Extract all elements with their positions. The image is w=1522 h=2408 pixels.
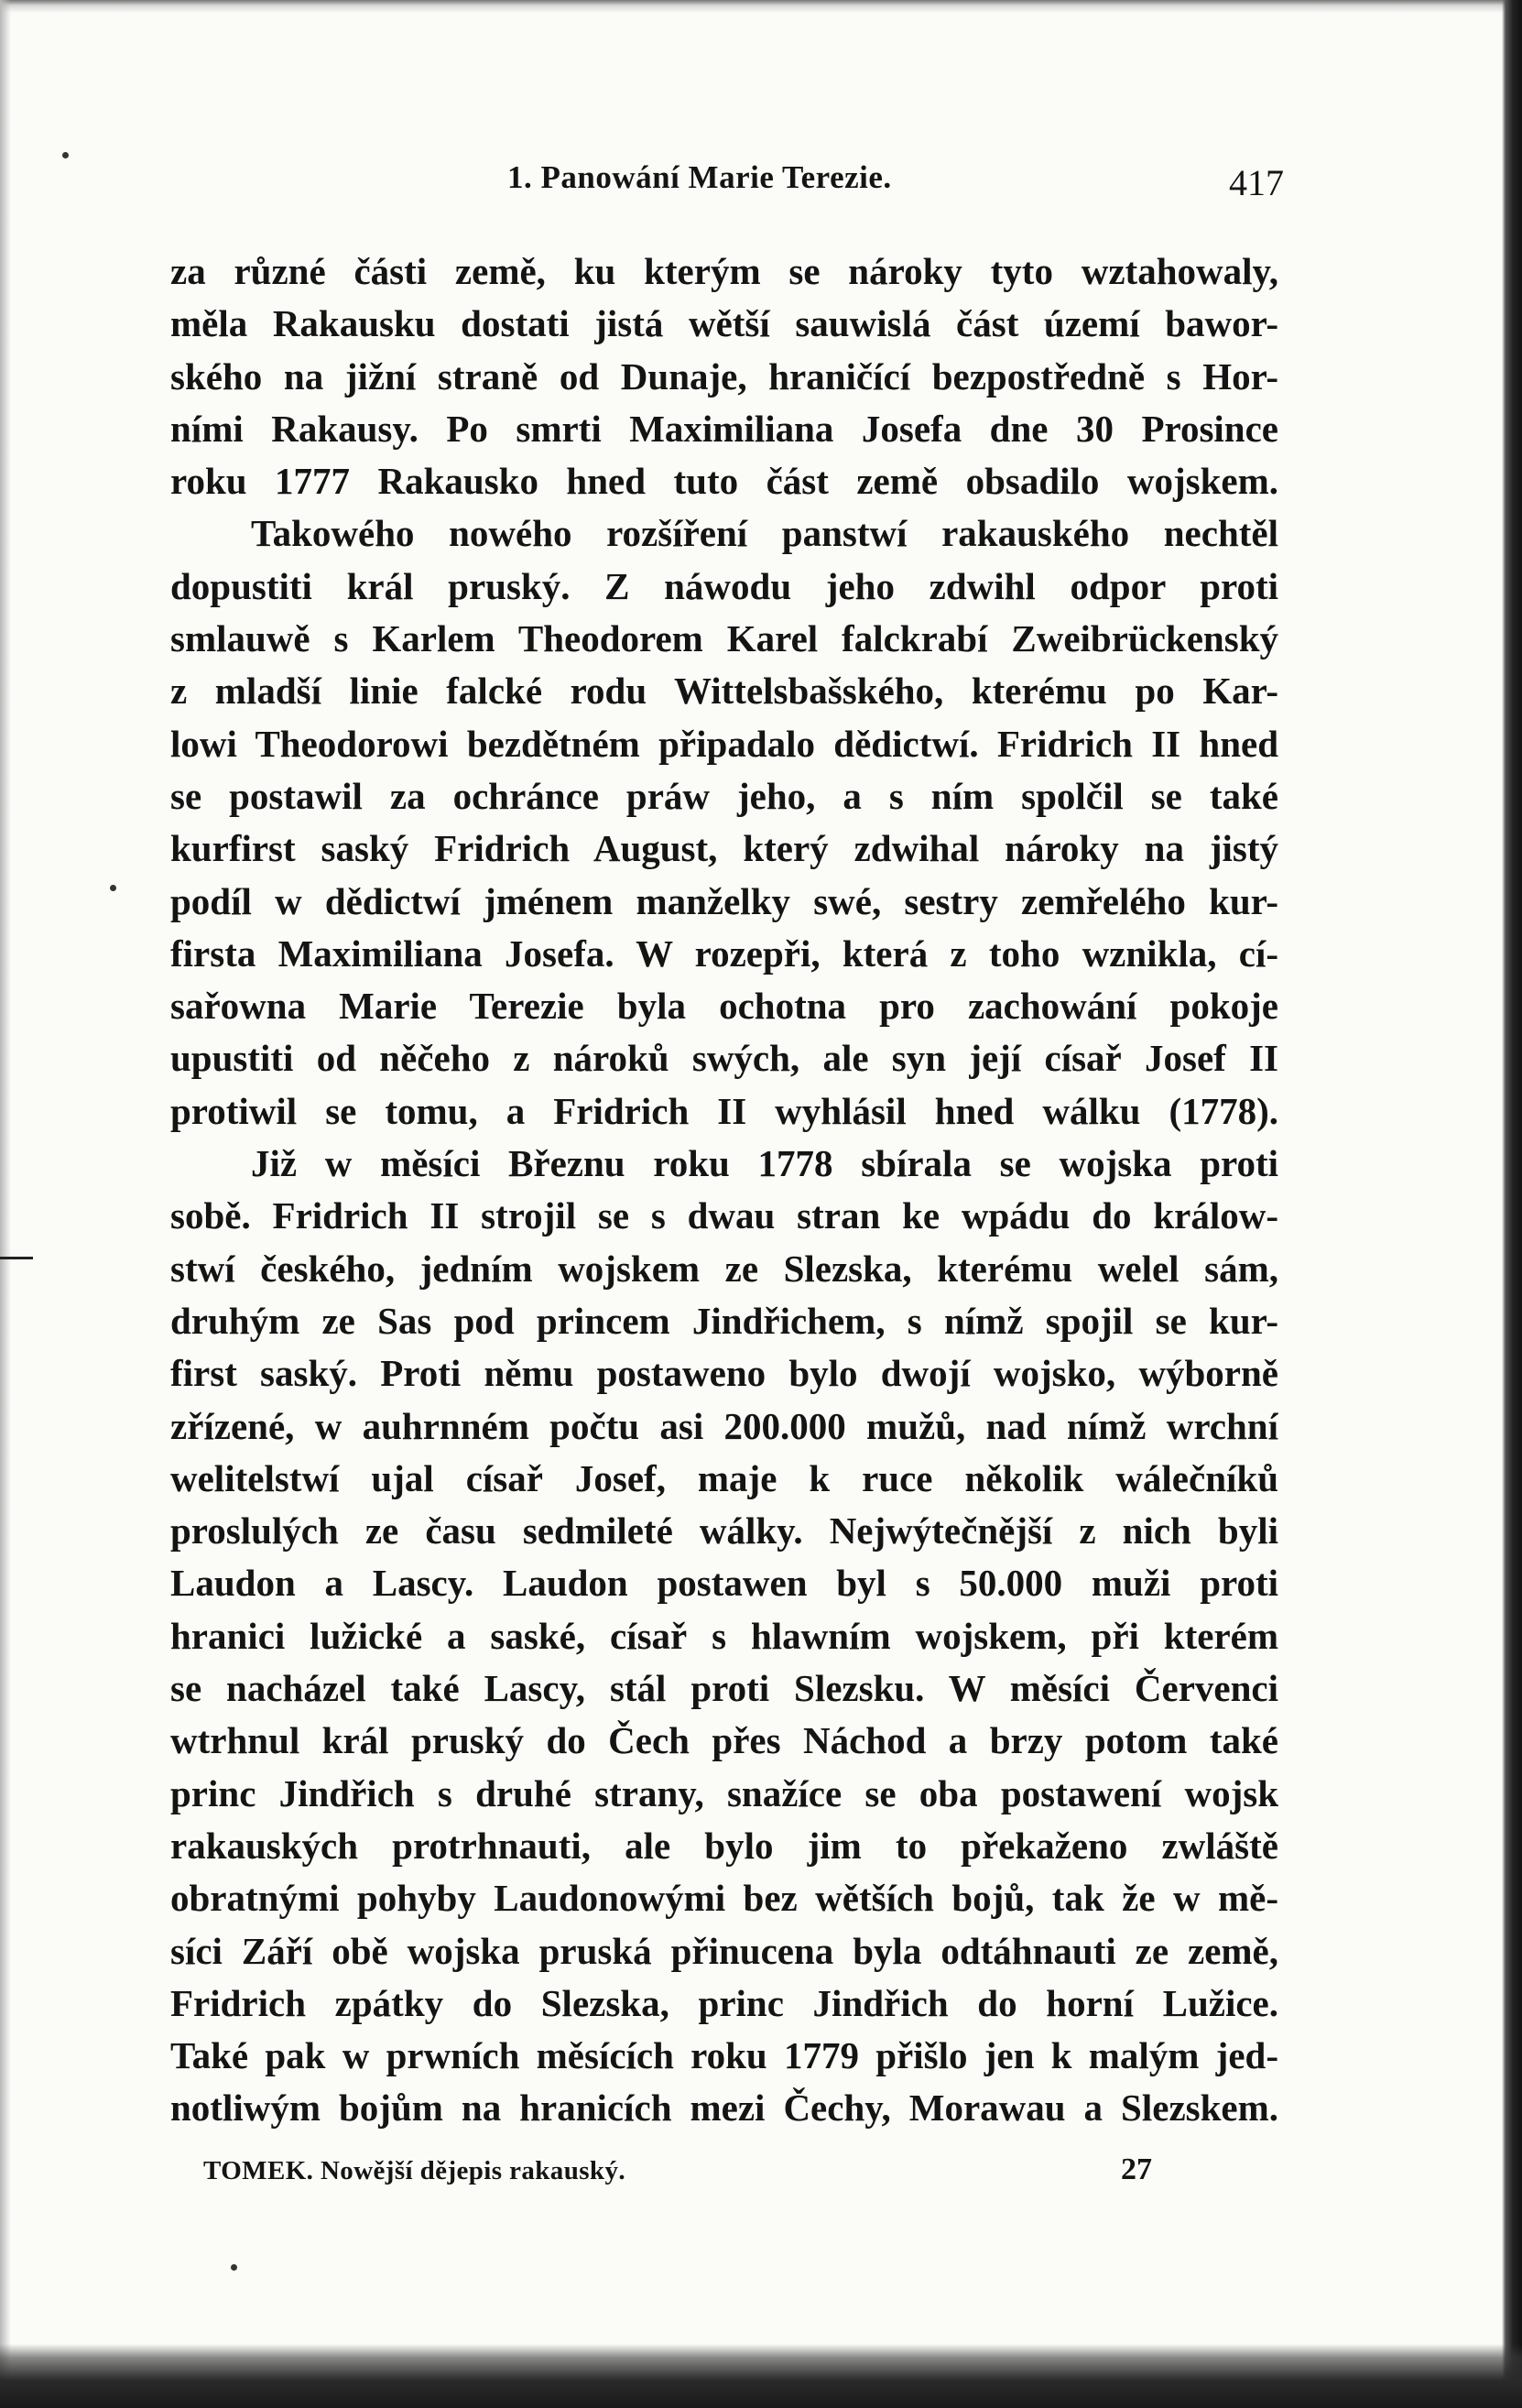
text-line: z mladší linie falcké rodu Wittelsbašského, kterému po Kar- — [170, 670, 1278, 713]
text-line: lowi Theodorowi bezdětném připadalo dědictwí. Fridrich II hned — [170, 722, 1278, 765]
scan-speck — [231, 2264, 237, 2271]
text-line: hranici lužické a saské, císař s hlawním wojskem, při kterém — [170, 1614, 1278, 1657]
text-line: Laudon a Lascy. Laudon postawen byl s 50.000 muži proti — [170, 1562, 1278, 1605]
text-line: síci Září obě wojska pruská přinucena byla odtáhnauti ze země, — [170, 1929, 1278, 1972]
text-line: firsta Maximiliana Josefa. W rozepři, která z toho wznikla, cí- — [170, 932, 1278, 975]
text-line: notliwým bojům na hranicích mezi Čechy, Morawau a Slezskem. — [170, 2087, 1278, 2130]
text-line: ními Rakausy. Po smrti Maximiliana Josefa dne 30 Prosince — [170, 407, 1278, 450]
text-line: Již w měsíci Březnu roku 1778 sbírala se wojska proti — [251, 1142, 1278, 1185]
text-line: roku 1777 Rakausko hned tuto část země obsadilo wojskem. — [170, 460, 1278, 503]
text-line: se nacházel také Lascy, stál proti Slezsku. W měsíci Červenci — [170, 1667, 1278, 1710]
text-line: měla Rakausku dostati jistá wětší sauwislá část území bawor- — [170, 302, 1278, 345]
page-number: 417 — [1229, 162, 1284, 203]
text-line: protiwil se tomu, a Fridrich II wyhlásil hned wálku (1778). — [170, 1089, 1278, 1132]
text-line: podíl w dědictwí jménem manželky swé, sestry zemřelého kur- — [170, 879, 1278, 922]
text-line: sobě. Fridrich II strojil se s dwau stran ke wpádu do králow- — [170, 1194, 1278, 1237]
printer-signature: TOMEK. Nowější dějepis rakauský. — [203, 2156, 625, 2185]
text-line: smlauwě s Karlem Theodorem Karel falckrabí Zweibrückenský — [170, 617, 1278, 660]
scan-speck — [62, 152, 69, 158]
scan-edge-left — [0, 0, 11, 2408]
margin-mark — [0, 1257, 33, 1259]
text-line: za různé části země, ku kterým se nároky tyto wztahowaly, — [170, 250, 1278, 292]
text-line: se postawil za ochránce práw jeho, a s ním spolčil se také — [170, 774, 1278, 817]
text-line: sařowna Marie Terezie byla ochotna pro zachowání pokoje — [170, 985, 1278, 1028]
text-line: druhým ze Sas pod princem Jindřichem, s nímž spojil se kur- — [170, 1299, 1278, 1342]
text-line: first saský. Proti němu postaweno bylo dwojí wojsko, wýborně — [170, 1352, 1278, 1395]
scan-edge-right — [1502, 0, 1522, 2408]
text-line: princ Jindřich s druhé strany, snažíce se oba postawení wojsk — [170, 1771, 1278, 1814]
sheet-number: 27 — [1121, 2152, 1152, 2186]
body-text — [170, 245, 1278, 2135]
text-line: upustiti od něčeho z nároků swých, ale syn její císař Josef II — [170, 1037, 1278, 1080]
text-line: Takowého nowého rozšíření panstwí rakauského nechtěl — [251, 512, 1278, 555]
text-line: Také pak w prwních měsících roku 1779 přišlo jen k malým jed- — [170, 2034, 1278, 2077]
scan-edge-bottom — [0, 2344, 1522, 2408]
text-line: dopustiti král pruský. Z náwodu jeho zdwihl odpor proti — [170, 564, 1278, 607]
page-header — [165, 158, 1284, 203]
text-line: obratnými pohyby Laudonowými bez wětších bojů, tak že w mě- — [170, 1877, 1278, 1920]
text-line: welitelstwí ujal císař Josef, maje k ruce několik wálečníků — [170, 1456, 1278, 1499]
text-line: zřízené, w auhrnném počtu asi 200.000 mužů, nad nímž wrchní — [170, 1404, 1278, 1447]
text-line: ského na jižní straně od Dunaje, hraničící bezpostředně s Hor- — [170, 354, 1278, 398]
text-line: stwí českého, jedním wojskem ze Slezska, kterému welel sám, — [170, 1247, 1278, 1290]
running-title: 1. Panowání Marie Terezie. — [507, 159, 892, 195]
scan-speck — [110, 885, 116, 891]
text-line: kurfirst saský Fridrich August, který zdwihal nároky na jistý — [170, 827, 1278, 870]
text-line: rakauských protrhnauti, ale bylo jim to překaženo zwláště — [170, 1824, 1278, 1867]
scan-edge-top — [0, 0, 1522, 13]
text-line: proslulých ze času sedmileté wálky. Nejwýtečnější z nich byli — [170, 1509, 1278, 1553]
text-line: Fridrich zpátky do Slezska, princ Jindřich do horní Lužice. — [170, 1981, 1278, 2024]
page-footer — [203, 2152, 1165, 2193]
text-line: wtrhnul král pruský do Čech přes Náchod a brzy potom také — [170, 1719, 1278, 1762]
